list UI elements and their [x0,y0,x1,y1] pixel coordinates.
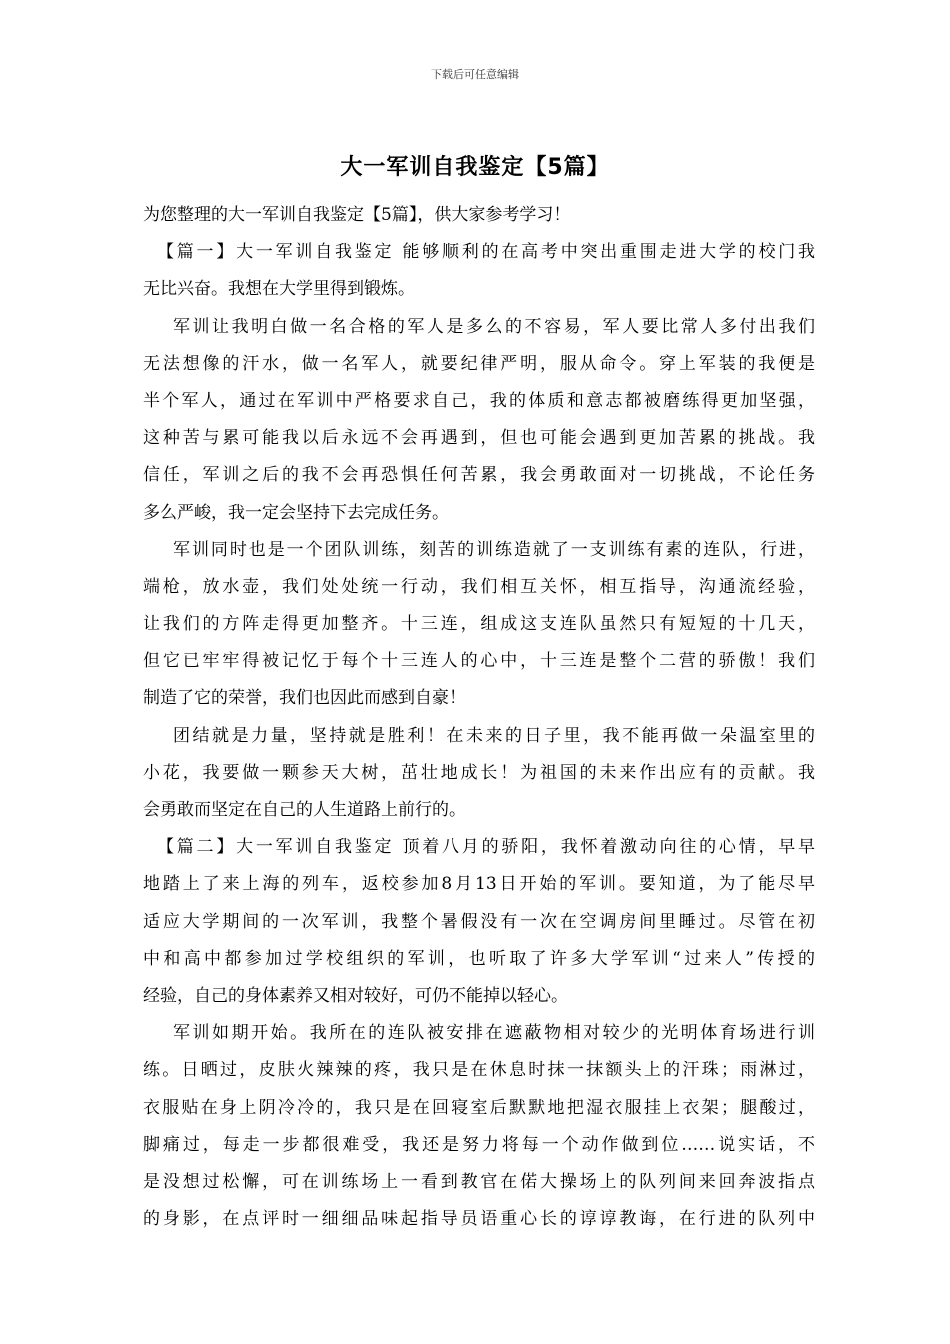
text-line: 军训如期开始。我所在的连队被安排在遮蔽物相对较少的光明体育场进行训 [173,1023,815,1044]
text-line: 无比兴奋。我想在大学里得到锻炼。 [143,279,415,300]
text-line: 衣服贴在身上阴冷冷的，我只是在回寝室后默默地把湿衣服挂上衣架；腿酸过， [143,1097,815,1118]
text-line: 军训同时也是一个团队训练，刻苦的训练造就了一支训练有素的连队，行进， [173,539,815,560]
document-body [143,197,815,1238]
text-line: 制造了它的荣誉，我们也因此而感到自豪！ [143,688,466,709]
text-line: 会勇敢而坚定在自己的人生道路上前行的。 [143,800,466,820]
text-line: 经验，自己的身体素养又相对较好，可仍不能掉以轻心。 [143,985,568,1006]
text-line: 的身影，在点评时一细细品味起指导员语重心长的谆谆教诲，在行进的队列中 [143,1209,815,1230]
text-line: 多么严峻，我一定会坚持下去完成任务。 [143,502,449,523]
page-header-note: 下载后可任意编辑 [431,68,519,81]
text-line: 脚痛过，每走一步都很难受，我还是努力将每一个动作做到位……说实话，不 [143,1134,815,1155]
text-line: 但它已牢牢得被记忆于每个十三连人的心中，十三连是整个二营的骄傲！我们 [143,651,815,672]
text-line: 练。日晒过，皮肤火辣辣的疼，我只是在休息时抹一抹额头上的汗珠；雨淋过， [143,1060,815,1081]
text-line: 半个军人，通过在军训中严格要求自己，我的体质和意志都被磨练得更加坚强， [143,390,815,411]
text-line: 为您整理的大一军训自我鉴定【5篇】，供大家参考学习！ [143,205,571,225]
text-line: 是没想过松懈，可在训练场上一看到教官在偌大操场上的队列间来回奔波指点 [143,1171,815,1192]
text-line: 让我们的方阵走得更加整齐。十三连，组成这支连队虽然只有短短的十几天， [143,614,815,635]
text-line: 【篇二】大一军训自我鉴定 顶着八月的骄阳，我怀着激动向往的心情，早早 [157,837,815,858]
text-line: 适应大学期间的一次军训，我整个暑假没有一次在空调房间里睡过。尽管在初 [143,911,815,932]
text-line: 信任，军训之后的我不会再恐惧任何苦累，我会勇敢面对一切挑战，不论任务 [143,465,815,486]
text-line: 小花，我要做一颗参天大树，茁壮地成长！为祖国的未来作出应有的贡献。我 [143,762,815,783]
text-line: 中和高中都参加过学校组织的军训，也听取了许多大学军训“过来人”传授的 [143,948,815,969]
text-line: 端枪，放水壶，我们处处统一行动，我们相互关怀，相互指导，沟通流经验， [143,576,815,597]
text-line: 无法想像的汗水，做一名军人，就要纪律严明，服从命令。穿上军装的我便是 [143,353,815,374]
document-title: 大一军训自我鉴定【5篇】 [340,155,610,180]
text-line: 军训让我明白做一名合格的军人是多么的不容易，军人要比常人多付出我们 [173,316,815,337]
text-line: 团结就是力量，坚持就是胜利！在未来的日子里，我不能再做一朵温室里的 [173,725,815,746]
text-line: 这种苦与累可能我以后永远不会再遇到，但也可能会遇到更加苦累的挑战。我 [143,428,815,449]
text-line: 【篇一】大一军训自我鉴定 能够顺利的在高考中突出重围走进大学的校门我 [157,242,815,263]
text-line: 地踏上了来上海的列车，返校参加8月13日开始的军训。要知道，为了能尽早 [143,874,815,895]
